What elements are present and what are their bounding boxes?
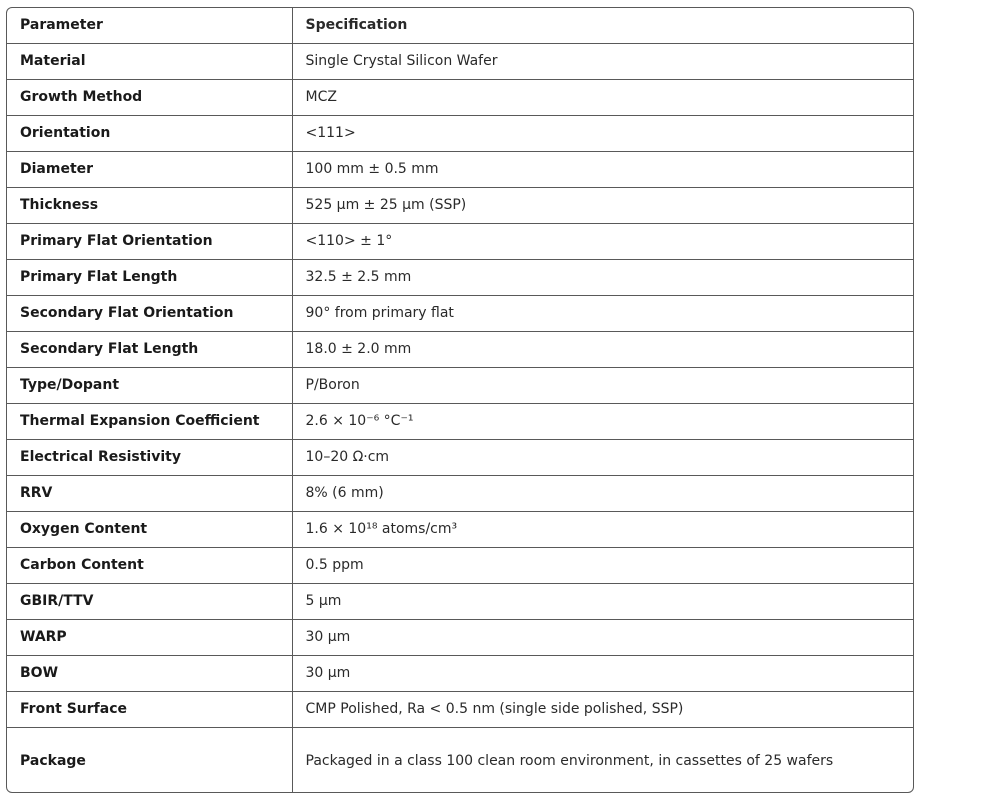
- spec-table: [6, 7, 914, 793]
- table-row: [7, 332, 913, 368]
- row-specification: 8% (6 mm): [292, 476, 913, 512]
- table-row: [7, 584, 913, 620]
- table-row: [7, 548, 913, 584]
- row-specification: 18.0 ± 2.0 mm: [292, 332, 913, 368]
- table-row: [7, 476, 913, 512]
- table-row: [7, 620, 913, 656]
- row-parameter: Secondary Flat Length: [7, 332, 292, 368]
- row-parameter: Electrical Resistivity: [7, 440, 292, 476]
- row-parameter: Diameter: [7, 152, 292, 188]
- row-parameter: Growth Method: [7, 80, 292, 116]
- row-parameter: Primary Flat Orientation: [7, 224, 292, 260]
- table-row: [7, 296, 913, 332]
- row-specification: MCZ: [292, 80, 913, 116]
- row-parameter: Material: [7, 44, 292, 80]
- row-parameter: Orientation: [7, 116, 292, 152]
- row-specification: P/Boron: [292, 368, 913, 404]
- row-specification: 100 mm ± 0.5 mm: [292, 152, 913, 188]
- table-row: [7, 692, 913, 728]
- row-parameter: Package: [7, 728, 292, 794]
- header-parameter: Parameter: [7, 8, 292, 44]
- spec-table-grid: [7, 8, 913, 793]
- table-row: [7, 512, 913, 548]
- row-specification: Packaged in a class 100 clean room environment, in cassettes of 25 wafers: [292, 728, 913, 794]
- row-specification: 10–20 Ω·cm: [292, 440, 913, 476]
- row-parameter: Thickness: [7, 188, 292, 224]
- row-specification: 1.6 × 10¹⁸ atoms/cm³: [292, 512, 913, 548]
- table-row: [7, 152, 913, 188]
- row-specification: <111>: [292, 116, 913, 152]
- row-parameter: Secondary Flat Orientation: [7, 296, 292, 332]
- row-parameter: RRV: [7, 476, 292, 512]
- row-parameter: BOW: [7, 656, 292, 692]
- row-parameter: Type/Dopant: [7, 368, 292, 404]
- table-row: [7, 80, 913, 116]
- table-row: [7, 404, 913, 440]
- row-parameter: Carbon Content: [7, 548, 292, 584]
- row-parameter: Thermal Expansion Coefficient: [7, 404, 292, 440]
- row-specification: 0.5 ppm: [292, 548, 913, 584]
- row-parameter: WARP: [7, 620, 292, 656]
- table-row: [7, 224, 913, 260]
- row-specification: 32.5 ± 2.5 mm: [292, 260, 913, 296]
- table-row: [7, 728, 913, 794]
- row-specification: CMP Polished, Ra < 0.5 nm (single side polished, SSP): [292, 692, 913, 728]
- table-row: [7, 188, 913, 224]
- row-specification: 90° from primary flat: [292, 296, 913, 332]
- table-row: [7, 260, 913, 296]
- row-parameter: Oxygen Content: [7, 512, 292, 548]
- table-row: [7, 116, 913, 152]
- row-parameter: Primary Flat Length: [7, 260, 292, 296]
- table-row: [7, 368, 913, 404]
- row-parameter: Front Surface: [7, 692, 292, 728]
- row-specification: 525 µm ± 25 µm (SSP): [292, 188, 913, 224]
- row-specification: Single Crystal Silicon Wafer: [292, 44, 913, 80]
- row-specification: <110> ± 1°: [292, 224, 913, 260]
- table-header-row: [7, 8, 913, 44]
- row-specification: 2.6 × 10⁻⁶ °C⁻¹: [292, 404, 913, 440]
- row-specification: 30 µm: [292, 620, 913, 656]
- row-specification: 30 µm: [292, 656, 913, 692]
- header-specification: Specification: [305, 17, 408, 34]
- table-row: [7, 440, 913, 476]
- table-row: [7, 656, 913, 692]
- row-specification: 5 µm: [292, 584, 913, 620]
- row-parameter: GBIR/TTV: [7, 584, 292, 620]
- table-row: [7, 44, 913, 80]
